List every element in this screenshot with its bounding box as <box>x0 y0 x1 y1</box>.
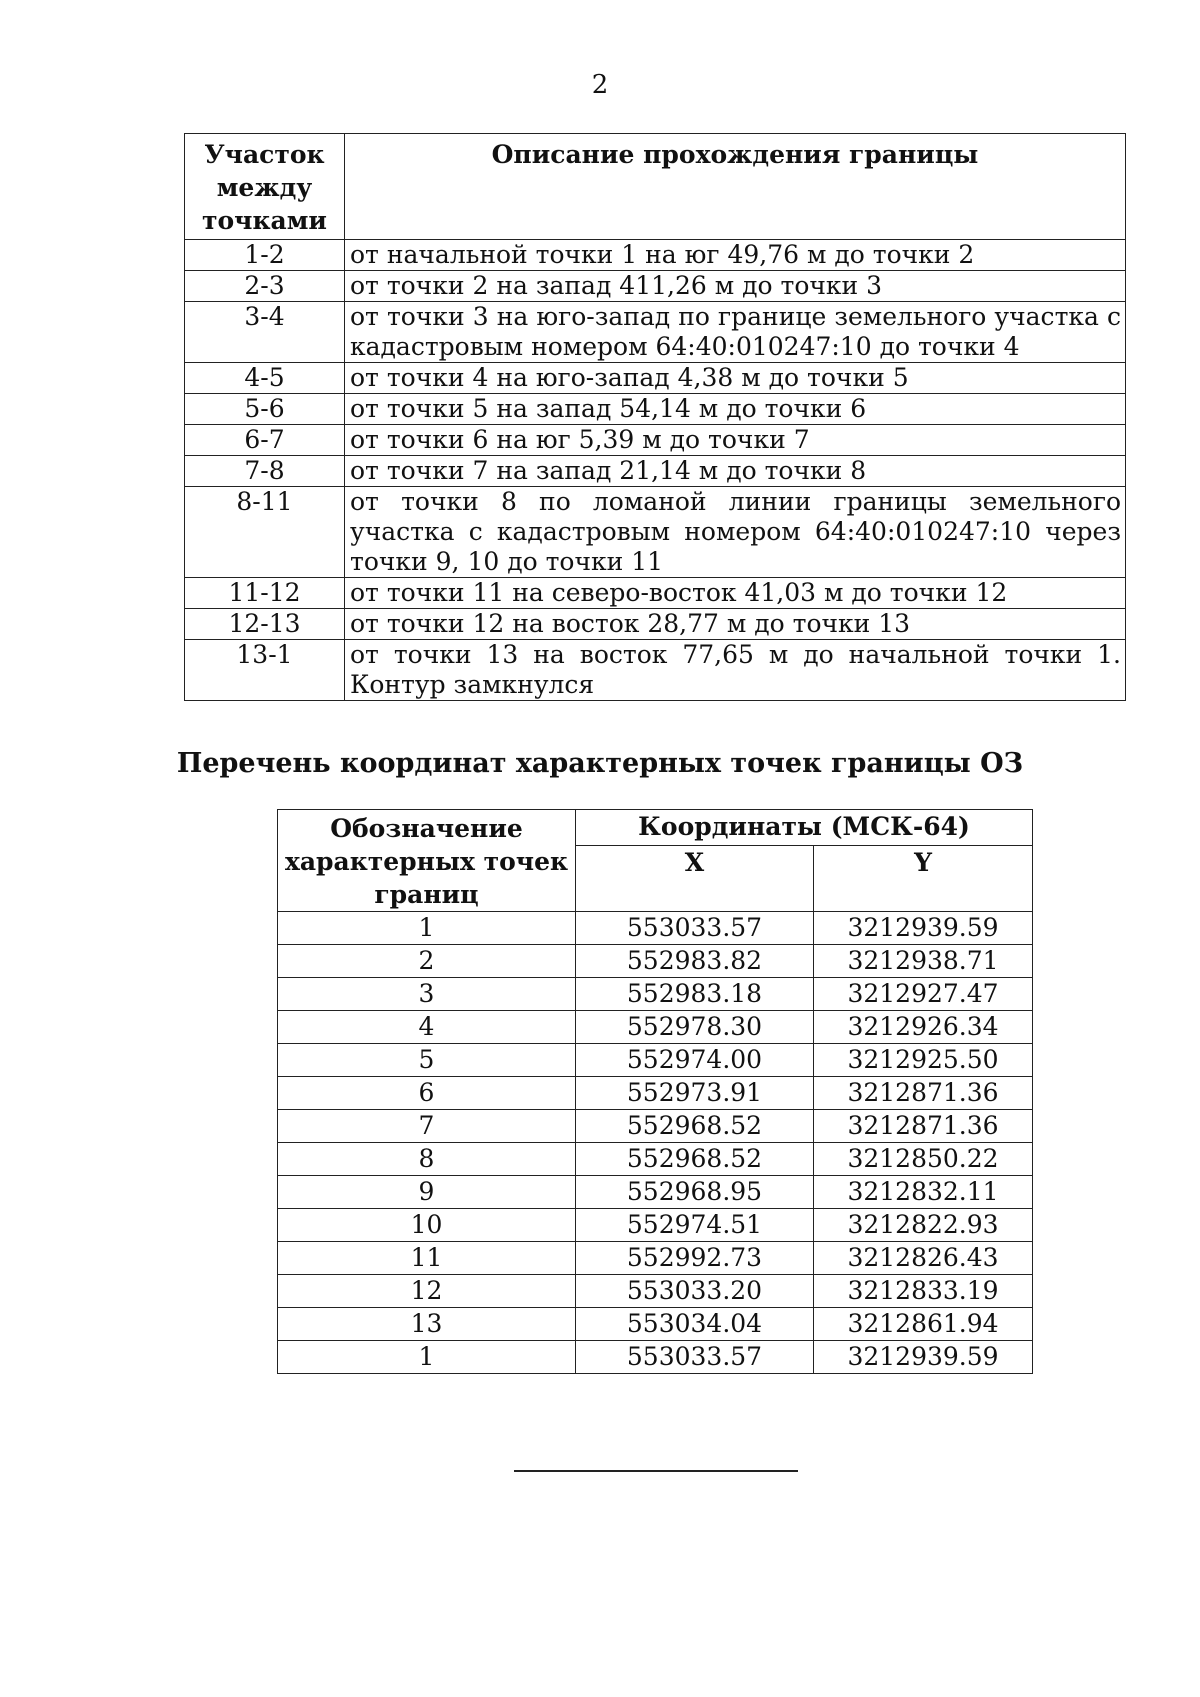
y-coordinate-cell: 3212871.36 <box>814 1110 1033 1143</box>
coordinates-table-row <box>278 978 1033 1011</box>
boundary-table-row <box>185 240 1126 271</box>
segment-cell: 1-2 <box>185 240 345 271</box>
boundary-table-row <box>185 302 1126 363</box>
boundary-table-row <box>185 640 1126 701</box>
coordinates-group-header: Координаты (МСК-64) <box>576 810 1033 846</box>
x-coordinate-cell: 552974.51 <box>576 1209 814 1242</box>
point-cell: 6 <box>278 1077 576 1110</box>
boundary-table-body <box>185 240 1126 701</box>
point-cell: 9 <box>278 1176 576 1209</box>
segment-cell: 7-8 <box>185 456 345 487</box>
y-coordinate-cell: 3212826.43 <box>814 1242 1033 1275</box>
coordinates-table-row <box>278 1110 1033 1143</box>
y-coordinate-cell: 3212926.34 <box>814 1011 1033 1044</box>
point-column-header: Обозначение характерных точек границ <box>278 810 576 912</box>
y-coordinate-cell: 3212939.59 <box>814 912 1033 945</box>
y-coordinate-cell: 3212925.50 <box>814 1044 1033 1077</box>
coordinates-table-row <box>278 1209 1033 1242</box>
point-cell: 10 <box>278 1209 576 1242</box>
coordinates-table-row <box>278 1242 1033 1275</box>
description-cell: от точки 4 на юго-запад 4,38 м до точки 5 <box>345 363 1126 394</box>
point-cell: 4 <box>278 1011 576 1044</box>
point-cell: 1 <box>278 912 576 945</box>
y-coordinate-cell: 3212927.47 <box>814 978 1033 1011</box>
y-coordinate-cell: 3212832.11 <box>814 1176 1033 1209</box>
description-cell: от точки 7 на запад 21,14 м до точки 8 <box>345 456 1126 487</box>
x-coordinate-cell: 552968.52 <box>576 1110 814 1143</box>
y-coordinate-cell: 3212871.36 <box>814 1077 1033 1110</box>
x-coordinate-cell: 553033.20 <box>576 1275 814 1308</box>
description-cell: от точки 13 на восток 77,65 м до начальной точки 1. Контур замкнулся <box>345 640 1126 701</box>
x-coordinate-cell: 553033.57 <box>576 1341 814 1374</box>
boundary-table-row <box>185 394 1126 425</box>
boundary-table-row <box>185 456 1126 487</box>
coordinates-table-row <box>278 1011 1033 1044</box>
x-coordinate-cell: 552983.82 <box>576 945 814 978</box>
point-cell: 7 <box>278 1110 576 1143</box>
segment-cell: 12-13 <box>185 609 345 640</box>
boundary-table-row <box>185 487 1126 578</box>
x-coordinate-cell: 552978.30 <box>576 1011 814 1044</box>
y-column-header: Y <box>814 845 1033 911</box>
end-of-document-rule <box>514 1470 798 1472</box>
y-coordinate-cell: 3212938.71 <box>814 945 1033 978</box>
coordinates-table-body <box>278 912 1033 1374</box>
segment-cell: 8-11 <box>185 487 345 578</box>
segment-cell: 6-7 <box>185 425 345 456</box>
description-cell: от точки 3 на юго-запад по границе земельного участка с кадастровым номером 64:40:010247:10 до точки 4 <box>345 302 1126 363</box>
x-coordinate-cell: 552968.52 <box>576 1143 814 1176</box>
description-cell: от точки 8 по ломаной линии границы земельного участка с кадастровым номером 64:40:010247:10 через точки 9, 10 до точки 11 <box>345 487 1126 578</box>
segment-cell: 3-4 <box>185 302 345 363</box>
description-cell: от точки 5 на запад 54,14 м до точки 6 <box>345 394 1126 425</box>
point-cell: 12 <box>278 1275 576 1308</box>
boundary-table-row <box>185 363 1126 394</box>
boundary-table-row <box>185 271 1126 302</box>
point-cell: 8 <box>278 1143 576 1176</box>
y-coordinate-cell: 3212861.94 <box>814 1308 1033 1341</box>
y-coordinate-cell: 3212850.22 <box>814 1143 1033 1176</box>
y-coordinate-cell: 3212833.19 <box>814 1275 1033 1308</box>
coordinates-section-title: Перечень координат характерных точек границы ОЗ <box>176 748 1024 779</box>
point-cell: 11 <box>278 1242 576 1275</box>
boundary-table-row <box>185 609 1126 640</box>
x-coordinate-cell: 553034.04 <box>576 1308 814 1341</box>
x-coordinate-cell: 552992.73 <box>576 1242 814 1275</box>
description-cell: от точки 6 на юг 5,39 м до точки 7 <box>345 425 1126 456</box>
coordinates-table-row <box>278 1143 1033 1176</box>
coordinates-table-row <box>278 1308 1033 1341</box>
x-coordinate-cell: 552983.18 <box>576 978 814 1011</box>
segment-cell: 2-3 <box>185 271 345 302</box>
point-cell: 13 <box>278 1308 576 1341</box>
coordinates-table-row <box>278 1044 1033 1077</box>
description-cell: от точки 12 на восток 28,77 м до точки 13 <box>345 609 1126 640</box>
coordinates-table-header-row <box>278 810 1033 846</box>
description-cell: от точки 11 на северо-восток 41,03 м до точки 12 <box>345 578 1126 609</box>
x-coordinate-cell: 553033.57 <box>576 912 814 945</box>
point-cell: 2 <box>278 945 576 978</box>
coordinates-table-row <box>278 1077 1033 1110</box>
point-cell: 1 <box>278 1341 576 1374</box>
segment-column-header: Участок между точками <box>185 134 345 240</box>
segment-cell: 11-12 <box>185 578 345 609</box>
coordinates-table <box>277 809 1033 1374</box>
x-coordinate-cell: 552974.00 <box>576 1044 814 1077</box>
x-coordinate-cell: 552973.91 <box>576 1077 814 1110</box>
boundary-table-row <box>185 425 1126 456</box>
boundary-description-table <box>184 133 1126 701</box>
boundary-table-header-row <box>185 134 1126 240</box>
coordinates-table-row <box>278 912 1033 945</box>
coordinates-table-row <box>278 1341 1033 1374</box>
coordinates-table-row <box>278 945 1033 978</box>
coordinates-table-row <box>278 1176 1033 1209</box>
point-cell: 3 <box>278 978 576 1011</box>
segment-cell: 5-6 <box>185 394 345 425</box>
point-cell: 5 <box>278 1044 576 1077</box>
boundary-table-row <box>185 578 1126 609</box>
page-number: 2 <box>591 70 609 100</box>
x-column-header: X <box>576 845 814 911</box>
description-cell: от начальной точки 1 на юг 49,76 м до точки 2 <box>345 240 1126 271</box>
description-column-header: Описание прохождения границы <box>345 134 1126 240</box>
y-coordinate-cell: 3212822.93 <box>814 1209 1033 1242</box>
segment-cell: 4-5 <box>185 363 345 394</box>
x-coordinate-cell: 552968.95 <box>576 1176 814 1209</box>
y-coordinate-cell: 3212939.59 <box>814 1341 1033 1374</box>
segment-cell: 13-1 <box>185 640 345 701</box>
description-cell: от точки 2 на запад 411,26 м до точки 3 <box>345 271 1126 302</box>
coordinates-table-row <box>278 1275 1033 1308</box>
